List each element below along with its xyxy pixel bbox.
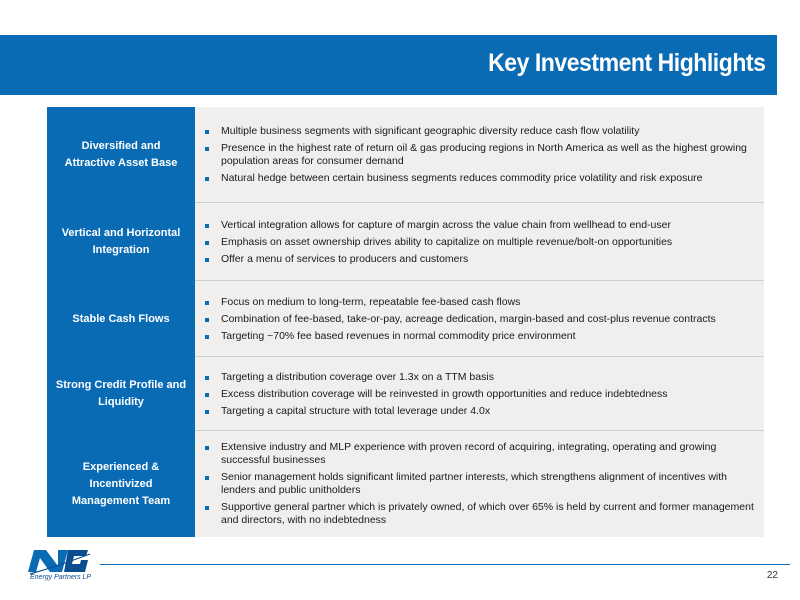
square-bullet-icon [205,130,209,134]
bullet-text: Targeting a distribution coverage over 1.3x on a TTM basis [221,370,494,383]
logo-tagline: Energy Partners LP [30,574,92,581]
square-bullet-icon [205,376,209,380]
square-bullet-icon [205,241,209,245]
square-bullet-icon [205,258,209,262]
bullet-item [205,125,756,138]
square-bullet-icon [205,147,209,151]
square-bullet-icon [205,318,209,322]
bullet-item [205,219,756,232]
bullet-item [205,253,756,266]
row-bullets [195,357,764,431]
row-label: Stable Cash Flows [47,281,195,357]
bullet-text: Multiple business segments with significant geographic diversity reduce cash flow volatility [221,125,640,137]
title-bar [0,35,777,95]
square-bullet-icon [205,446,209,450]
bullet-item [205,313,756,326]
bullet-text: Vertical integration allows for capture of margin across the value chain from wellhead to end-user [221,218,671,231]
bullet-item [205,471,756,497]
bullet-text: Supportive general partner which is privately owned, of which over 65% is held by current and former management and directors, with no indebtedness [221,501,754,526]
bullet-text: Offer a menu of services to producers and customers [221,252,469,265]
bullet-item [205,236,756,249]
highlight-row-integration [47,203,764,281]
highlight-row-asset-base [47,107,764,203]
row-label: Experienced & Incentivized Management Team [47,431,195,537]
square-bullet-icon [205,224,209,228]
square-bullet-icon [205,410,209,414]
bullet-item [205,371,756,384]
highlights-table [47,107,764,537]
square-bullet-icon [205,476,209,480]
square-bullet-icon [205,506,209,510]
highlight-row-credit-profile [47,357,764,431]
bullet-text: Targeting a capital structure with total leverage under 4.0x [221,404,491,417]
highlight-row-cash-flows [47,281,764,357]
bullet-item [205,296,756,309]
row-bullets [195,281,764,357]
square-bullet-icon [205,177,209,181]
bullet-item [205,142,756,168]
bullet-text: Focus on medium to long-term, repeatable fee-based cash flows [221,295,521,308]
bullet-text: Extensive industry and MLP experience with proven record of acquiring, integrating, operating and growing successful businesses [221,441,717,466]
bullet-text: Combination of fee-based, take-or-pay, acreage dedication, margin-based and cost-plus revenue contracts [221,312,716,325]
square-bullet-icon [205,393,209,397]
bullet-item [205,501,756,527]
row-label: Vertical and Horizontal Integration [47,203,195,281]
bullet-item [205,330,756,343]
bullet-item [205,388,756,401]
row-label: Strong Credit Profile and Liquidity [47,357,195,431]
bullet-text: Natural hedge between certain business segments reduces commodity price volatility and risk exposure [221,172,703,184]
row-bullets [195,107,764,203]
square-bullet-icon [205,301,209,305]
row-bullets [195,431,764,537]
bullet-item [205,405,756,418]
row-bullets [195,203,764,281]
highlight-row-management [47,431,764,537]
bullet-item [205,172,756,185]
bullet-text: Targeting ~70% fee based revenues in normal commodity price environment [221,329,576,342]
bullet-text: Senior management holds significant limited partner interests, which strengthens alignment of incentives with lenders and public unitholders [221,471,728,496]
footer-divider [100,564,790,565]
bullet-text: Emphasis on asset ownership drives ability to capitalize on multiple revenue/bolt-on opportunities [221,235,673,248]
bullet-item [205,441,756,467]
page-number: 22 [766,570,778,581]
row-label: Diversified and Attractive Asset Base [47,107,195,203]
slide-title: Key Investment Highlights [487,49,765,77]
square-bullet-icon [205,335,209,339]
bullet-text: Excess distribution coverage will be reinvested in growth opportunities and reduce indebtedness [221,387,668,400]
bullet-text: Presence in the highest rate of return oil & gas producing regions in North America as well as the highest growing population areas for consumer demand [221,142,747,167]
